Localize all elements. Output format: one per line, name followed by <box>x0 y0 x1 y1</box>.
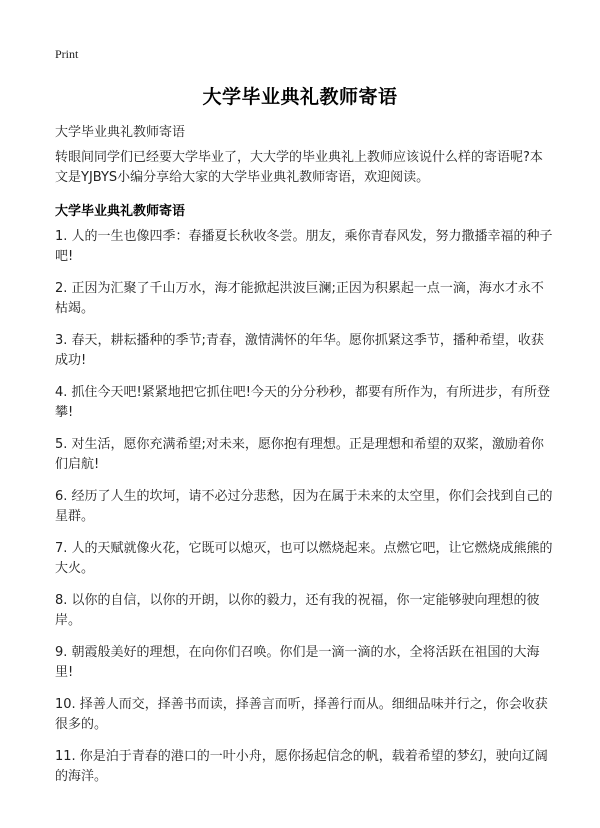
list-item: 10. 择善人而交，择善书而读，择善言而听，择善行而从。细细品味并行之，你会收获很多的。 <box>55 697 548 732</box>
page-title: 大学毕业典礼教师寄语 <box>202 86 398 108</box>
list-item: 1. 人的一生也像四季：春播夏长秋收冬尝。朋友，乘你青春风发，努力撒播幸福的种子吧! <box>55 229 553 264</box>
list-item: 2. 正因为汇聚了千山万水，海才能掀起洪波巨澜;正因为积累起一点一滴，海水才永不枯竭。 <box>55 281 544 316</box>
article-subtitle: 大学毕业典礼教师寄语 <box>55 125 186 140</box>
message-list <box>55 227 555 799</box>
list-item: 7. 人的天赋就像火花，它既可以熄灭，也可以燃烧起来。点燃它吧，让它燃烧成熊熊的大火。 <box>55 541 553 576</box>
intro-paragraph: 转眼间同学们已经要大学毕业了，大大学的毕业典礼上教师应该说什么样的寄语呢?本文是YJBYS小编分享给大家的大学毕业典礼教师寄语，欢迎阅读。 <box>55 150 543 185</box>
list-item: 4. 抓住今天吧!紧紧地把它抓住吧!今天的分分秒秒，都要有所作为，有所进步，有所登攀! <box>55 385 550 420</box>
list-item: 6. 经历了人生的坎坷，请不必过分悲愁，因为在属于未来的太空里，你们会找到自己的星群。 <box>55 489 553 524</box>
section-heading: 大学毕业典礼教师寄语 <box>55 204 186 219</box>
list-item: 3. 春天，耕耘播种的季节;青春，激情满怀的年华。愿你抓紧这季节，播种希望，收获成功! <box>55 333 544 368</box>
list-item: 9. 朝霞般美好的理想，在向你们召唤。你们是一滴一滴的水，全将活跃在祖国的大海里! <box>55 645 540 680</box>
list-item: 5. 对生活，愿你充满希望;对未来，愿你抱有理想。正是理想和希望的双桨，激励着你们启航! <box>55 437 544 472</box>
print-link[interactable]: Print <box>55 47 79 61</box>
list-item: 8. 以你的自信，以你的开朗，以你的毅力，还有我的祝福，你一定能够驶向理想的彼岸。 <box>55 593 540 628</box>
list-item: 11. 你是泊于青春的港口的一叶小舟，愿你扬起信念的帆，载着希望的梦幻，驶向辽阔的海洋。 <box>55 749 548 784</box>
